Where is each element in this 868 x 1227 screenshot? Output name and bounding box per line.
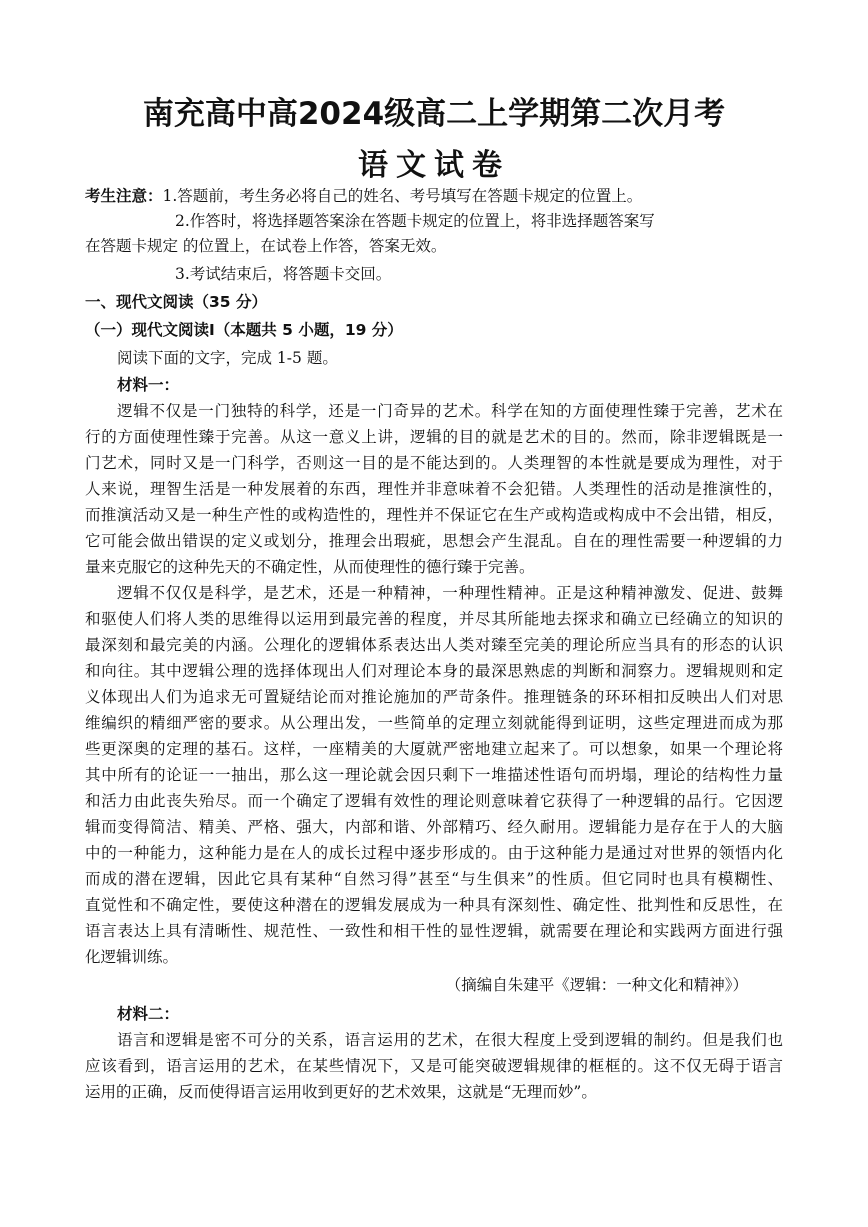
paragraph-line: 化逻辑训练。 (85, 948, 179, 966)
paragraph-line: 最深刻和最完美的内涵。公理化的逻辑体系表达出人类对臻至完美的理论所应当具有的形态的认识 (85, 636, 783, 654)
paragraph-line: 应该看到，语言运用的艺术，在某些情况下，又是可能突破逻辑规律的框框的。这不仅无碍于语言 (85, 1057, 783, 1075)
paragraph-line: 逻辑不仅是一门独特的科学，还是一门奇异的艺术。科学在知的方面使理性臻于完善，艺术在 (117, 402, 783, 420)
paragraph-line: 直觉性和不确定性，要使这种潜在的逻辑发展成为一种具有深刻性、确定性、批判性和反思性，在 (85, 896, 783, 914)
paragraph-line: 辑而变得简洁、精美、严格、强大，内部和谐、外部精巧、经久耐用。逻辑能力是存在于人的大脑 (85, 818, 783, 836)
material-1-label: 材料一： (117, 376, 180, 394)
notice-line-1 (85, 186, 642, 206)
paragraph-line: 维编织的精细严密的要求。从公理出发，一些简单的定理立刻就能得到证明，这些定理进而成为那 (85, 714, 783, 732)
paragraph-line: 中的一种能力，这种能力是在人的成长过程中逐步形成的。由于这种能力是通过对世界的领悟内化 (85, 844, 783, 862)
paragraph-line: 逻辑不仅仅是科学，是艺术，还是一种精神，一种理性精神。正是这种精神激发、促进、鼓舞 (117, 584, 783, 602)
paragraph-line: 人来说，理智生活是一种发展着的东西，理性并非意味着不会犯错。人类理性的活动是推演性的， (85, 480, 783, 498)
notice-item-1: 1.答题前，考生务必将自己的姓名、考号填写在答题卡规定的位置上。 (162, 187, 643, 205)
section-heading: 一、现代文阅读（35 分） (85, 293, 267, 311)
paragraph-line: 行的方面使理性臻于完善。从这一意义上讲，逻辑的目的就是艺术的目的。然而，除非逻辑既是一 (85, 428, 783, 446)
notice-item-2a: 2.作答时，将选择题答案涂在答题卡规定的位置上，将非选择题答案写 (175, 212, 655, 230)
source-citation: （摘编自朱建平《逻辑：一种文化和精神》） (445, 976, 748, 994)
paragraph-line: 和驱使人们将人类的思维得以运用到最完善的程度，并尽其所能地去探求和确立已经确立的知识的 (85, 610, 783, 628)
paragraph-line: 语言表达上具有清晰性、规范性、一致性和相干性的显性逻辑，就需要在理论和实践两方面进行强 (85, 922, 783, 940)
paragraph-line: 语言和逻辑是密不可分的关系，语言运用的艺术，在很大程度上受到逻辑的制约。但是我们也 (117, 1031, 783, 1049)
paragraph-line: 义体现出人们为追求无可置疑结论而对推论施加的严苛条件。推理链条的环环相扣反映出人们对思 (85, 688, 783, 706)
paragraph-line: 而成的潜在逻辑，因此它具有某种“自然习得”甚至“与生俱来”的性质。但它同时也具有模糊性、 (85, 870, 783, 888)
notice-label: 考生注意： (85, 187, 163, 205)
paragraph-line: 些更深奥的定理的基石。这样，一座精美的大厦就严密地建立起来了。可以想象，如果一个理论将 (85, 740, 783, 758)
reading-instruction: 阅读下面的文字，完成 1-5 题。 (117, 349, 338, 367)
paragraph-line: 和活力由此丧失殆尽。而一个确定了逻辑有效性的理论则意味着它获得了一种逻辑的品行。它因逻 (85, 792, 783, 810)
paragraph-line: 其中所有的论证一一抽出，那么这一理论就会因只剩下一堆描述性语句而坍塌，理论的结构性力量 (85, 766, 783, 784)
paragraph-line: 量来克服它的这种先天的不确定性，从而使理性的德行臻于完善。 (85, 558, 535, 576)
notice-item-2b: 在答题卡规定 的位置上，在试卷上作答，答案无效。 (85, 237, 447, 255)
exam-subtitle: 语文试卷 (358, 148, 510, 183)
exam-title: 南充高中高2024级高二上学期第二次月考 (142, 96, 726, 132)
notice-item-3: 3.考试结束后，将答题卡交回。 (175, 265, 392, 283)
paragraph-line: 运用的正确，反而使得语言运用收到更好的艺术效果，这就是“无理而妙”。 (85, 1083, 597, 1101)
paragraph-line: 它可能会做出错误的定义或划分，推理会出瑕疵，思想会产生混乱。自在的理性需要一种逻辑的力 (85, 532, 783, 550)
paragraph-line: 和向往。其中逻辑公理的选择体现出人们对理论本身的最深思熟虑的判断和洞察力。逻辑规则和定 (85, 662, 783, 680)
sub-section-heading: （一）现代文阅读Ⅰ（本题共 5 小题，19 分） (85, 321, 403, 339)
paragraph-line: 门艺术，同时又是一门科学，否则这一目的是不能达到的。人类理智的本性就是要成为理性，对于 (85, 454, 783, 472)
material-2-label: 材料二： (117, 1005, 180, 1023)
paragraph-line: 而推演活动又是一种生产性的或构造性的，理性并不保证它在生产或构造或构成中不会出错，相反， (85, 506, 783, 524)
